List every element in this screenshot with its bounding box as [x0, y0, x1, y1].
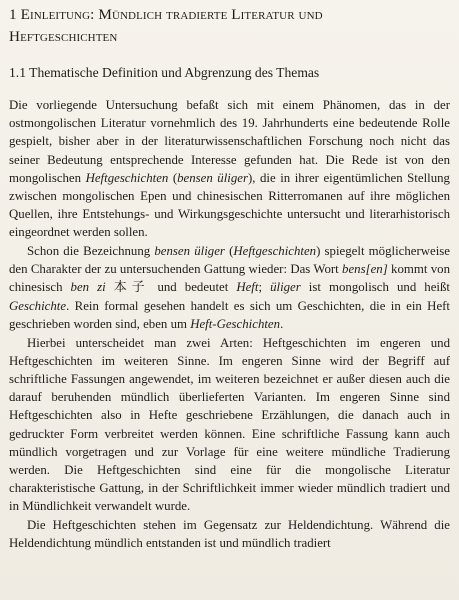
p2-text-b: ( [224, 243, 234, 258]
p1-text-c: ), die in ihrer eigentümlichen Stellung zwischen mongolischen Epen und chinesischen Ritterromanen auf ihre möglichen Quellen, ihre Entstehungs- und Wirkungsgeschichte untersucht und literarhistorisch eingeordnet werden sollen. [9, 170, 450, 240]
p2-text-i: . [280, 317, 284, 332]
p1-term-bensen-uliger: bensen üliger [177, 170, 248, 185]
section-number: 1.1 [9, 65, 26, 80]
chapter-heading [9, 4, 449, 48]
paragraph-3: Hierbei unterscheidet man zwei Arten: Heftgeschichten im engeren und Heftgeschichten im weiteren Sinne. Im engeren Sinne wird der Begriff auf schriftliche Fassungen angewendet, im weiteren bezeichnet er außer diesen auch die darauf beruhenden mündlich überlieferten Varianten. Im engeren Sinne sind Heftgeschichten also in Hefte geschriebene Erzählungen, die danach auch in gedruckter Form verbreitet werden können. Eine schriftliche Fassung kann auch mündlich vorgetragen und zur Vorlage für eine weitere mündliche Tradierung werden. Die Heftgeschichten sind eine für die mongolische Literatur charakteristische Gattung, in der Schriftlichkeit immer wieder mündlich tradiert und in Mündlichkeit verwandelt wurde. [9, 335, 450, 514]
paragraph-4: Die Heftgeschichten stehen im Gegensatz zur Heldendichtung. Während die Heldendichtung mündlich entstanden ist und mündlich tradiert [9, 517, 450, 550]
p2-term-uliger: üliger [270, 280, 301, 295]
p2-term-heftgeschichten: Heftgeschichten [233, 243, 317, 258]
p1-term-heftgeschichten: Heftgeschichten [85, 170, 169, 185]
p1-text-a: Die vorliegende Untersuchung befaßt sich mit einem Phänomen, das in der ostmongolischen Literatur vornehmlich des 19. Jahrhunderts eine bedeutende Rolle gespielt, bisher aber in der literaturwissenschaftlichen Forschung noch nicht das seiner Bedeutung entsprechende Interesse gefunden hat. Die Rede ist von den mongolischen [9, 98, 450, 185]
paragraph-1 [9, 96, 450, 242]
p2-chinese-characters: 本子 [113, 280, 150, 296]
chapter-number: 1 [9, 6, 17, 23]
body-text [9, 96, 450, 552]
p2-text-d: kommt von chinesisch [9, 261, 450, 295]
section-title: Thematische Definition und Abgrenzung des Themas [29, 65, 320, 80]
p1-text-b: ( [168, 170, 178, 185]
p2-term-heft: Heft [236, 280, 259, 295]
chapter-title-line1: Einleitung: Mündlich tradierte Literatur und [20, 6, 323, 23]
p2-text-g: ist mongolisch und heißt [300, 280, 450, 295]
chapter-title-line2: Heftgeschichten [9, 28, 118, 45]
p2-term-ben-zi: ben zi [70, 280, 106, 295]
section-heading [9, 64, 449, 82]
p2-text-a: Schon die Bezeichnung [27, 243, 155, 258]
p2-term-bensen: bens[en] [342, 261, 388, 276]
p2-text-f: ; [258, 280, 271, 295]
p2-text-e: und bedeutet [149, 280, 237, 295]
p2-text-h: . Rein formal gesehen handelt es sich um Geschichten, die in ein Heft geschrieben worden sind, eben um [9, 299, 450, 332]
p2-text-c: ) spiegelt möglicherweise den Charakter der zu untersuchenden Gattung wieder: Das Wort [9, 243, 450, 276]
p2-term-heft-geschichten: Heft-Geschichten [190, 317, 281, 332]
p2-term-geschichte: Geschichte [9, 299, 67, 314]
p2-term-bensen-uliger: bensen üliger [154, 243, 225, 258]
paragraph-2 [9, 242, 450, 334]
